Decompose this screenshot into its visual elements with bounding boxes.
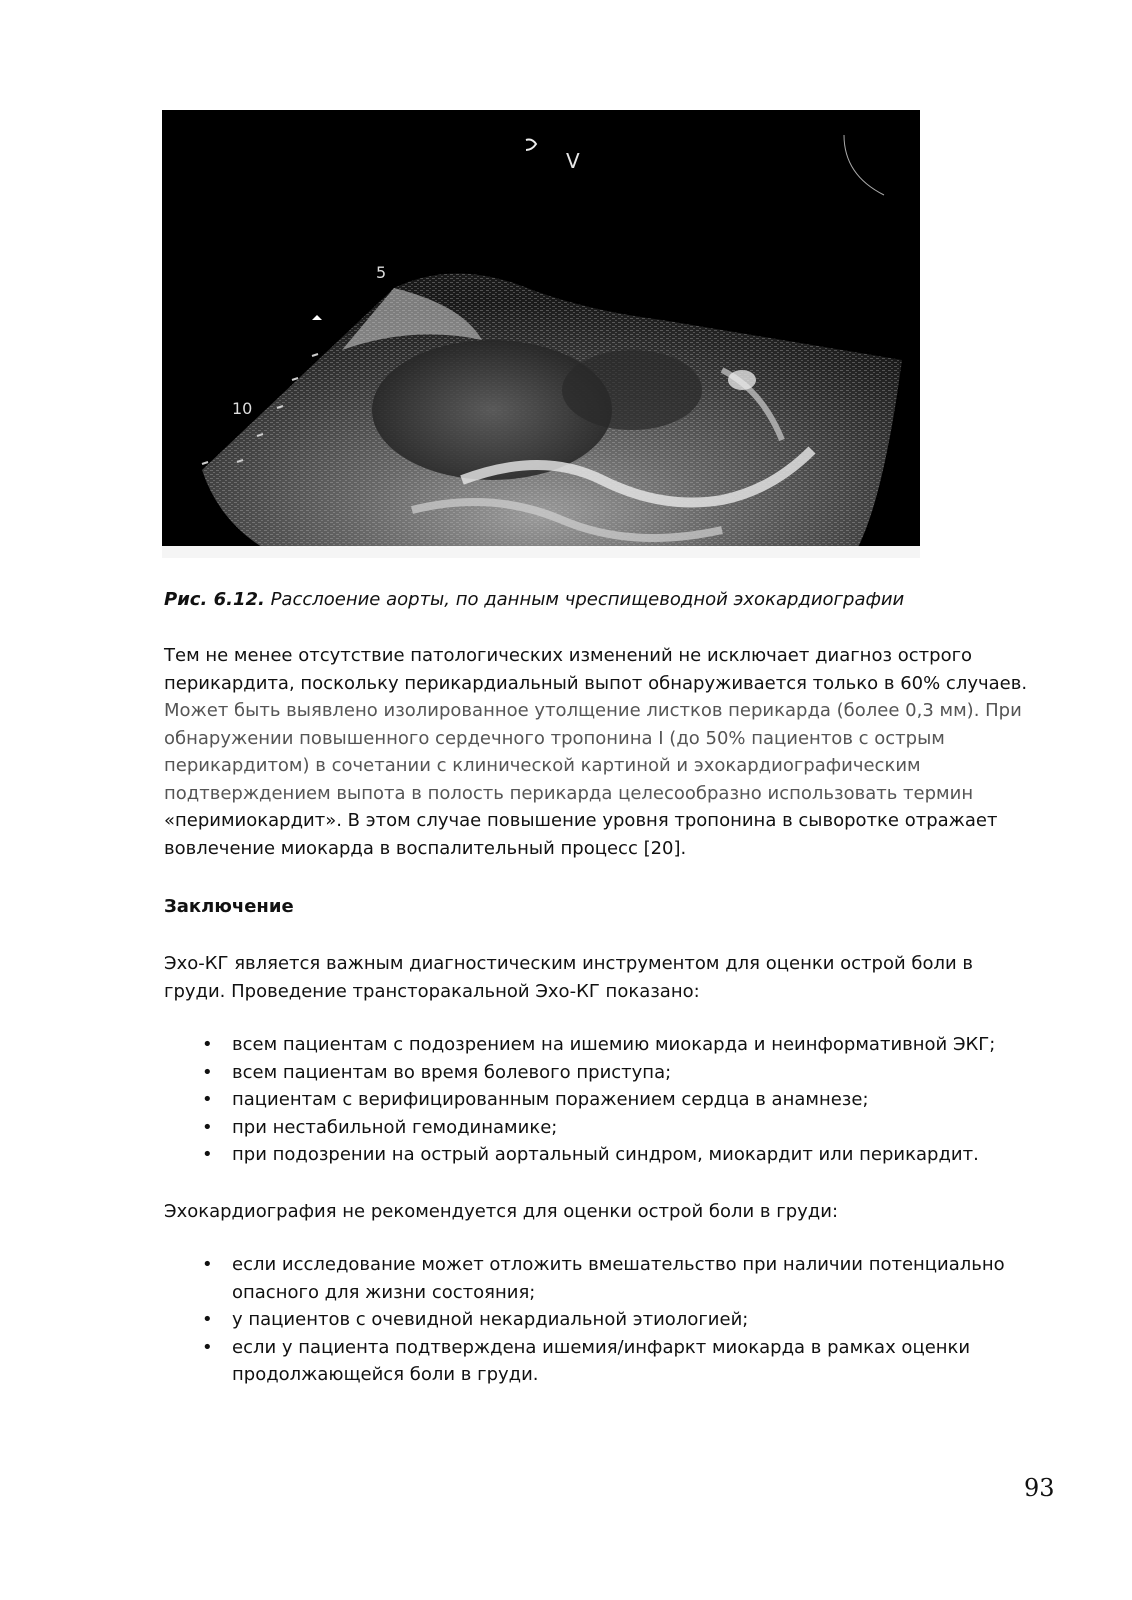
text-line: Тем не менее отсутствие патологических изменений не исключает диагноз острого xyxy=(164,645,973,666)
text-line: перикардита, поскольку перикардиальный выпот обнаруживается только в 60% случаев. xyxy=(164,672,1028,694)
list-item xyxy=(164,1059,1044,1087)
text-line: Может быть выявлено изолированное утолщение листков перикарда (более 0,3 мм). При xyxy=(164,700,1022,721)
text-line: вовлечение миокарда в воспалительный процесс [20]. xyxy=(164,837,687,859)
page-number: 93 xyxy=(1024,1474,1055,1502)
text-line: груди. Проведение трансторакальной Эхо-КГ показано: xyxy=(164,980,700,1002)
figure-caption xyxy=(164,588,1024,612)
list-item xyxy=(164,1251,1044,1306)
list-item xyxy=(164,1086,1044,1114)
list-item-text: если у пациента подтверждена ишемия/инфаркт миокарда в рамках оценки xyxy=(232,1336,971,1358)
indications-list xyxy=(164,1031,1044,1169)
caption-label: Рис. 6.12. xyxy=(164,589,265,610)
list-item-text: при нестабильной гемодинамике; xyxy=(232,1116,558,1138)
bullet-icon: • xyxy=(202,1034,213,1055)
list-item-text: всем пациентам во время болевого приступа; xyxy=(232,1061,672,1083)
text-line: подтверждением выпота в полость перикарда целесообразно использовать термин xyxy=(164,782,974,804)
paragraph-echo-indications xyxy=(164,950,1054,1005)
figure-label-5: 5 xyxy=(376,263,387,282)
list-item xyxy=(164,1031,1044,1059)
list-item xyxy=(164,1141,1044,1169)
paragraph-pericarditis xyxy=(164,642,1054,862)
figure-label-v: V xyxy=(566,149,580,173)
list-item xyxy=(164,1306,1044,1334)
list-item-text: продолжающейся боли в груди. xyxy=(232,1364,539,1385)
list-item-text: всем пациентам с подозрением на ишемию миокарда и неинформативной ЭКГ; xyxy=(232,1034,996,1055)
list-item-text: пациентам с верифицированным поражением сердца в анамнезе; xyxy=(232,1089,869,1110)
section-heading: Заключение xyxy=(164,896,294,917)
figure-label-10: 10 xyxy=(232,399,253,418)
bullet-icon: • xyxy=(202,1116,213,1138)
bullet-icon: • xyxy=(202,1336,213,1358)
caption-text: Расслоение аорты, по данным чреспищеводной эхокардиографии xyxy=(270,589,905,610)
echocardiography-image xyxy=(162,110,920,558)
list-item xyxy=(164,1114,1044,1142)
list-item-text: опасного для жизни состояния; xyxy=(232,1281,536,1303)
bullet-icon: • xyxy=(202,1061,213,1083)
text-line: обнаружении повышенного сердечного тропонина I (до 50% пациентов с острым xyxy=(164,727,945,749)
bullet-icon: • xyxy=(202,1144,213,1165)
text-line: перикардитом) в сочетании с клинической картиной и эхокардиографическим xyxy=(164,755,921,776)
paragraph-not-recommended: Эхокардиография не рекомендуется для оценки острой боли в груди: xyxy=(164,1201,839,1222)
bullet-icon: • xyxy=(202,1254,213,1275)
text-line: «перимиокардит». В этом случае повышение уровня тропонина в сыворотке отражает xyxy=(164,810,998,831)
list-item xyxy=(164,1334,1044,1389)
list-item-text: при подозрении на острый аортальный синдром, миокардит или перикардит. xyxy=(232,1144,979,1165)
contraindications-list xyxy=(164,1251,1044,1389)
bullet-icon: • xyxy=(202,1309,213,1330)
list-item-text: у пациентов с очевидной некардиальной этиологией; xyxy=(232,1309,749,1330)
text-line: Эхо-КГ является важным диагностическим инструментом для оценки острой боли в xyxy=(164,953,974,974)
list-item-text: если исследование может отложить вмешательство при наличии потенциально xyxy=(232,1254,1005,1275)
bullet-icon: • xyxy=(202,1089,213,1110)
